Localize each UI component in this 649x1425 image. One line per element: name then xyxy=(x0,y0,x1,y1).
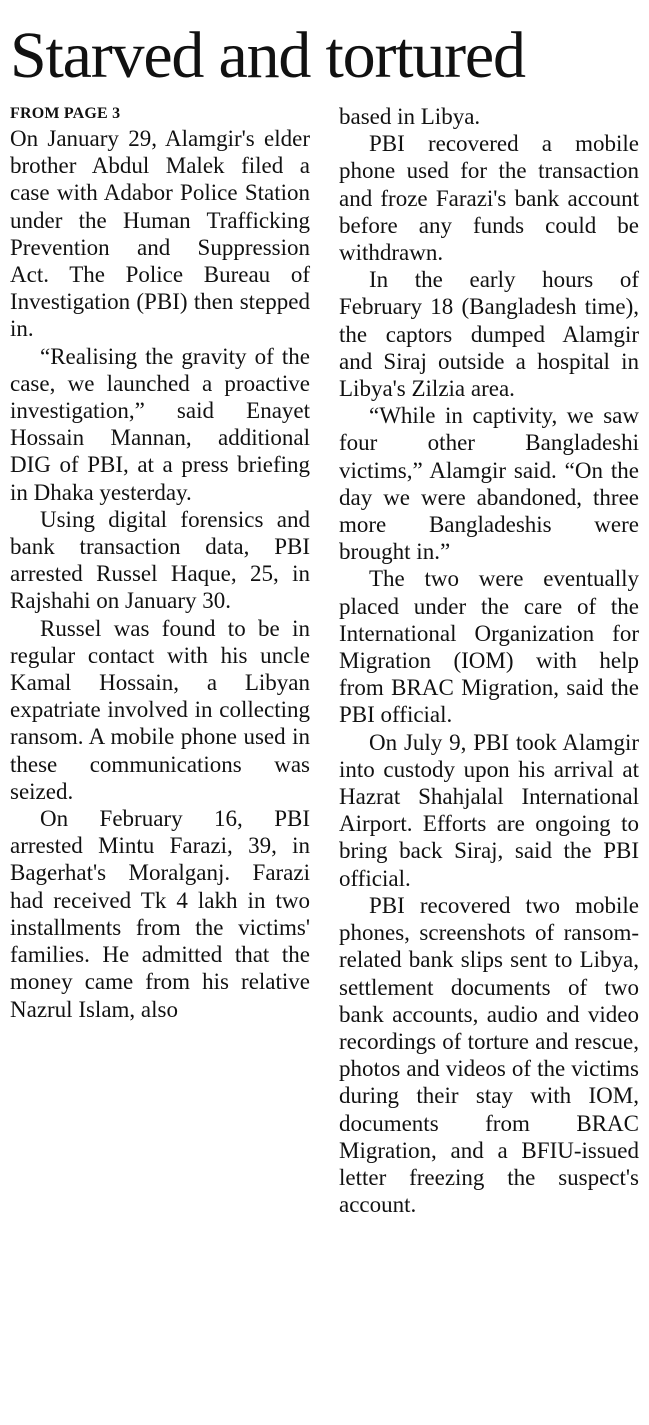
paragraph-alamgir-custody: On July 9, PBI took Alamgir into custody upon his arrival at Hazrat Shahjalal International Airport. Efforts are ongoing to bring back Siraj, said the PBI official. xyxy=(339,729,639,891)
paragraph-evidence-list: PBI recovered two mobile phones, screenshots of ransom-related bank slips sent to Libya, settlement documents of two bank accounts, audio and video recordings of torture and rescue, photos and videos of the victims during their stay with IOM, documents from BRAC Migration, and a BFIU-issued letter freezing the suspect's account. xyxy=(339,892,639,1218)
continuation-kicker: FROM PAGE 3 xyxy=(10,105,121,122)
paragraph-phone-recovered: PBI recovered a mobile phone used for the transaction and froze Farazi's bank account before any funds could be withdrawn. xyxy=(339,131,639,266)
paragraph-russel-arrest: Using digital forensics and bank transaction data, PBI arrested Russel Haque, 25, in Rajshahi on January 30. xyxy=(10,506,310,614)
paragraph-alamgir-quote: “While in captivity, we saw four other Bangladeshi victims,” Alamgir said. “On the day we were abandoned, three more Bangladeshis were brought in.” xyxy=(339,403,639,565)
paragraph-russel-contact: Russel was found to be in regular contact with his uncle Kamal Hossain, a Libyan expatriate involved in collecting ransom. A mobile phone used in these communications was seized. xyxy=(10,615,310,804)
paragraph-dig-quote: “Realising the gravity of the case, we launched a proactive investigation,” said Enayet Hossain Mannan, additional DIG of PBI, at a press briefing in Dhaka yesterday. xyxy=(10,343,310,505)
paragraph-farazi-arrest: On February 16, PBI arrested Mintu Farazi, 39, in Bagerhat's Moralganj. Farazi had received Tk 4 lakh in two installments from the victims' families. He admitted that the money came from his relative Nazrul Islam, also xyxy=(10,806,310,1022)
article-column-right xyxy=(339,103,639,1218)
article-column-left xyxy=(10,103,310,1023)
paragraph-victims-dumped: In the early hours of February 18 (Bangladesh time), the captors dumped Alamgir and Siraj outside a hospital in Libya's Zilzia area. xyxy=(339,267,639,402)
paragraph-case-filed: On January 29, Alamgir's elder brother Abdul Malek filed a case with Adabor Police Station under the Human Trafficking Prevention and Suppression Act. The Police Bureau of Investigation (PBI) then stepped in. xyxy=(10,126,310,342)
headline: Starved and tortured xyxy=(10,19,525,92)
paragraph-iom-care: The two were eventually placed under the care of the International Organization for Migration (IOM) with help from BRAC Migration, said the PBI official. xyxy=(339,566,639,728)
paragraph-libya-continued: based in Libya. xyxy=(339,104,481,129)
